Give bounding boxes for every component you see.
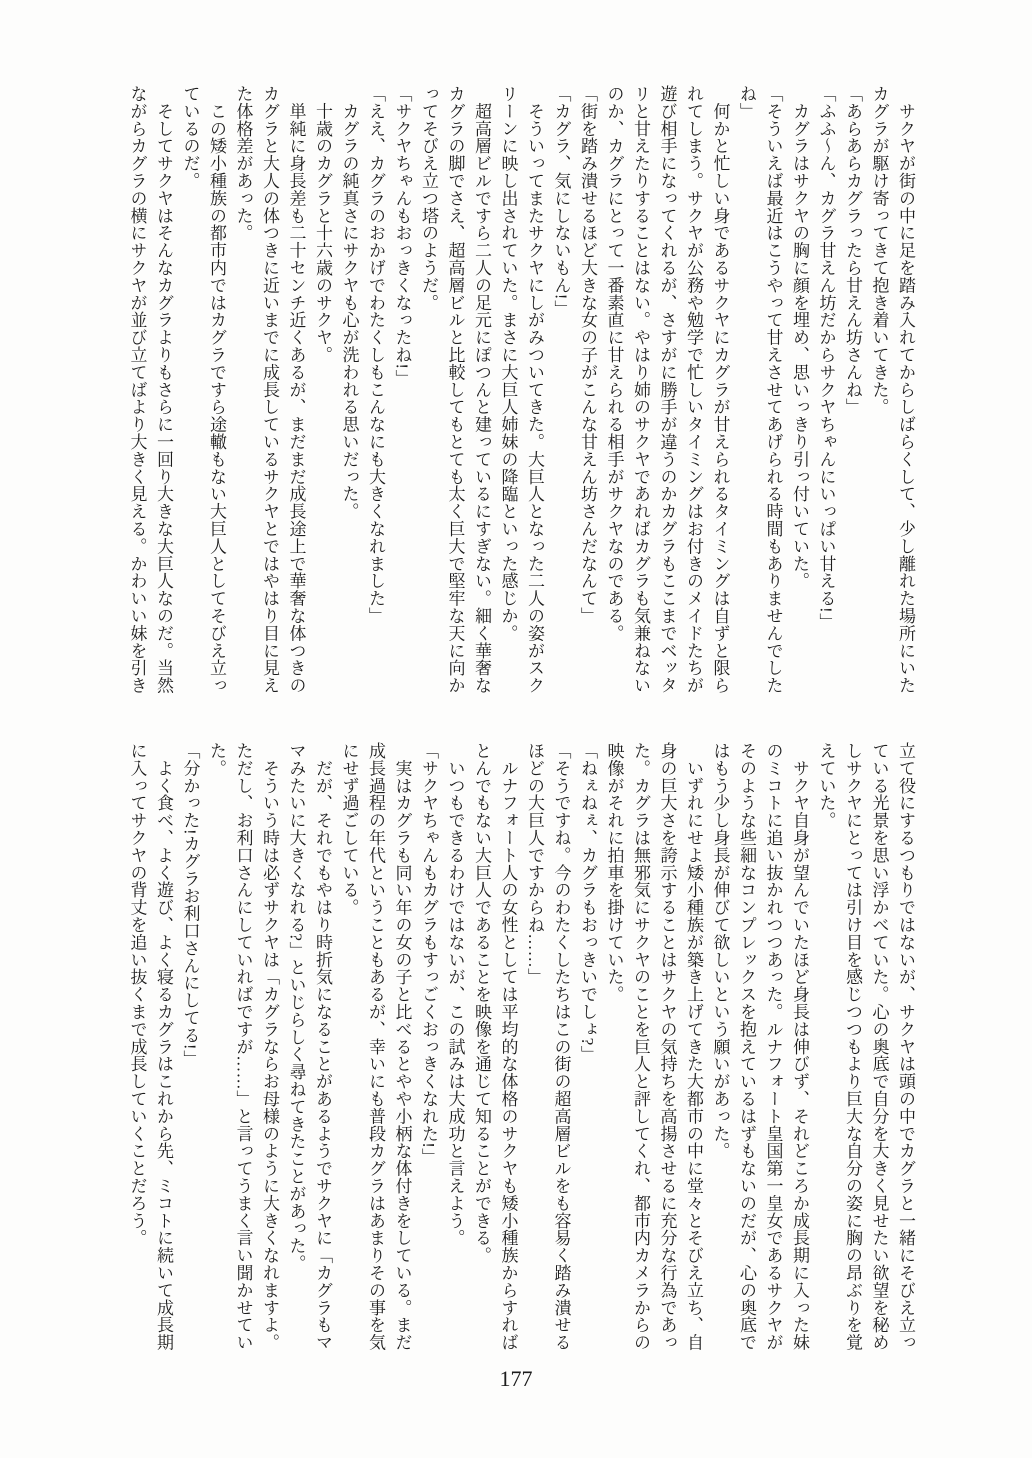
text-column: 「街を踏み潰せるほど大きな女の子がこんな甘えん坊さんだなんて」 (578, 85, 597, 625)
text-column: ってそびえ立つ塔のようだ。 (419, 85, 438, 312)
text-column: 成長過程の年代ということもあるが、幸いにも普段カグラはあまりその事を気 (366, 742, 385, 1351)
text-column: カグラはサクヤの胸に顔を埋め、思いっきり引っ付いていた。 (790, 85, 809, 590)
text-column: そういう時は必ずサクヤは「カグラならお母様のように大きくなれますよ。 (260, 742, 279, 1351)
text-column: ているのだ。 (180, 85, 200, 190)
text-column: ている光景を思い浮かべていた。心の奥底で自分を大きく見せたい欲望を秘め (869, 742, 889, 1351)
text-column: のか、カグラにとって一番素直に甘えられる相手がサクヤなのである。 (604, 85, 624, 642)
text-column: 超高層ビルですら二人の足元にぽつんと建っているにすぎない。細く華奢な (472, 85, 491, 694)
text-column: 「分かった!カグラお利口さんにしてる!」 (180, 742, 200, 1068)
text-column: 遊び相手になってくれるが、さすがに勝手が違うのかカグラもここまでベッタ (657, 85, 677, 694)
text-column: はもう少し身長が伸びて欲しいという願いがあった。 (710, 742, 730, 1160)
text-column: いずれにせよ矮小種族が築き上げてきた大都市の中に堂々とそびえ立ち、自 (684, 742, 703, 1351)
text-column: ただし、お利口さんにしていればですが……」と言ってうまく言い聞かせてい (233, 742, 253, 1351)
text-block-bottom (123, 742, 918, 1360)
text-column: 「ええ、カグラのおかげでわたくしもこんなにも大きくなれました」 (366, 85, 385, 625)
text-block-top (123, 85, 918, 703)
text-column: 何かと忙しい身であるサクヤにカグラが甘えられるタイミングは自ずと限ら (710, 85, 730, 694)
text-column: れてしまう。サクヤが公務や勉学で忙しいタイミングはお付きのメイドたちが (684, 85, 703, 694)
page-number: 177 (499, 1366, 533, 1391)
text-column: 「サクヤちゃんもおっきくなったね!」 (392, 85, 412, 387)
text-column: サクヤが街の中に足を踏み入れてからしばらくして、少し離れた場所にいた (896, 85, 915, 694)
text-column: サクヤ自身が望んでいたほど身長は伸びず、それどころか成長期に入った妹 (790, 742, 809, 1351)
text-column: えていた。 (816, 742, 836, 829)
text-column: 立て役にするつもりではないが、サクヤは頭の中でカグラと一緒にそびえ立っ (896, 742, 915, 1351)
text-column: ね」 (737, 85, 756, 120)
text-column: に入ってサクヤの背丈を追い抜くまで成長していくことだろう。 (127, 742, 147, 1247)
text-column: 「ふふ〜ん、カグラ甘えん坊だからサクヤちゃんにいっぱい甘える!」 (816, 85, 836, 631)
text-column: 「カグラ、気にしないもん!」 (551, 85, 571, 318)
text-column: にせず過ごしている。 (339, 742, 359, 916)
text-column: 実はカグラも同い年の女の子と比べるとやや小柄な体付きをしている。まだ (392, 742, 412, 1351)
text-column: そしてサクヤはそんなカグラよりもさらに一回り大きな大巨人なのだ。当然 (154, 85, 173, 694)
text-column: 「サクヤちゃんもカグラもすっごくおっきくなれた!」 (419, 742, 438, 1166)
text-column: た。カグラは無邪気にサクヤのことを巨人と評してくれ、都市内カメラからの (631, 742, 650, 1351)
text-column: そのような些細なコンプレックスを抱えているはずもないのだが、心の奥底で (737, 742, 756, 1351)
text-column: この矮小種族の都市内ではカグラですら途轍もない大巨人としてそびえ立っ (207, 85, 226, 694)
text-column: 身の巨大さを誇示することはサクヤの気持ちを高揚させるに充分な行為であっ (657, 742, 677, 1351)
text-column: 「あらあらカグラったら甘えん坊さんね」 (843, 85, 862, 416)
text-column: ほどの大巨人ですからね……」 (525, 742, 544, 986)
text-column: た。 (207, 742, 226, 777)
text-column: 十歳のカグラと十六歳のサクヤ。 (313, 85, 332, 364)
text-column: 「そうですね。今のわたくしたちはこの街の超高層ビルをも容易く踏み潰せる (551, 742, 571, 1351)
text-column: いつもできるわけではないが、この試みは大成功と言えよう。 (445, 742, 465, 1247)
text-column: ルナフォート人の女性としては平均的な体格のサクヤも矮小種族からすれば (498, 742, 518, 1351)
text-column: カグラと大人の体つきに近いまでに成長しているサクヤとではやはり目に見え (260, 85, 279, 694)
text-column: 単純に身長差も二十センチ近くあるが、まだまだ成長途上で華奢な体つきの (286, 85, 306, 694)
text-column: 映像がそれに拍車を掛けていた。 (604, 742, 624, 1003)
text-column: よく食べ、よく遊び、よく寝るカグラはこれから先、ミコトに続いて成長期 (154, 742, 173, 1351)
text-column: カグラの純真さにサクヤも心が洗われる思いだった。 (339, 85, 359, 520)
text-column: リと甘えたりすることはない。やはり姉のサクヤであればカグラも気兼ねない (631, 85, 650, 694)
text-column: 「そういえば最近はこうやって甘えさせてあげられる時間もありませんでした (763, 85, 783, 694)
text-column: た体格差があった。 (233, 85, 253, 242)
text-column: ながらカグラの横にサクヤが並び立てばより大きく見える。かわいい妹を引き (127, 85, 147, 694)
text-column: しサクヤにとっては引け目を感じつつもより巨大な自分の姿に胸の昂ぶりを覚 (843, 742, 862, 1351)
text-column: そういってまたサクヤにしがみついてきた。大巨人となった二人の姿がスク (525, 85, 544, 694)
text-column: だが、それでもやはり時折気になることがあるようでサクヤに「カグラもマ (313, 742, 332, 1351)
text-column: マみたいに大きくなれる?」といじらしく尋ねてきたことがあった。 (286, 742, 306, 1272)
text-column: のミコトに追い抜かれつつあった。ルナフォート皇国第一皇女であるサクヤが (763, 742, 783, 1351)
text-column: とんでもない大巨人であることを映像を通じて知ることができる。 (472, 742, 491, 1264)
text-column: リーンに映し出されていた。まさに大巨人姉妹の降臨といった感じか。 (498, 85, 518, 642)
text-column: カグラが駆け寄ってきて抱き着いてきた。 (869, 85, 889, 416)
text-column: 「ねぇねぇ、カグラもおっきいでしょ?」 (578, 742, 597, 1064)
text-column: カグラの脚でさえ、超高層ビルと比較してもとても太く巨大で堅牢な天に向か (445, 85, 465, 694)
